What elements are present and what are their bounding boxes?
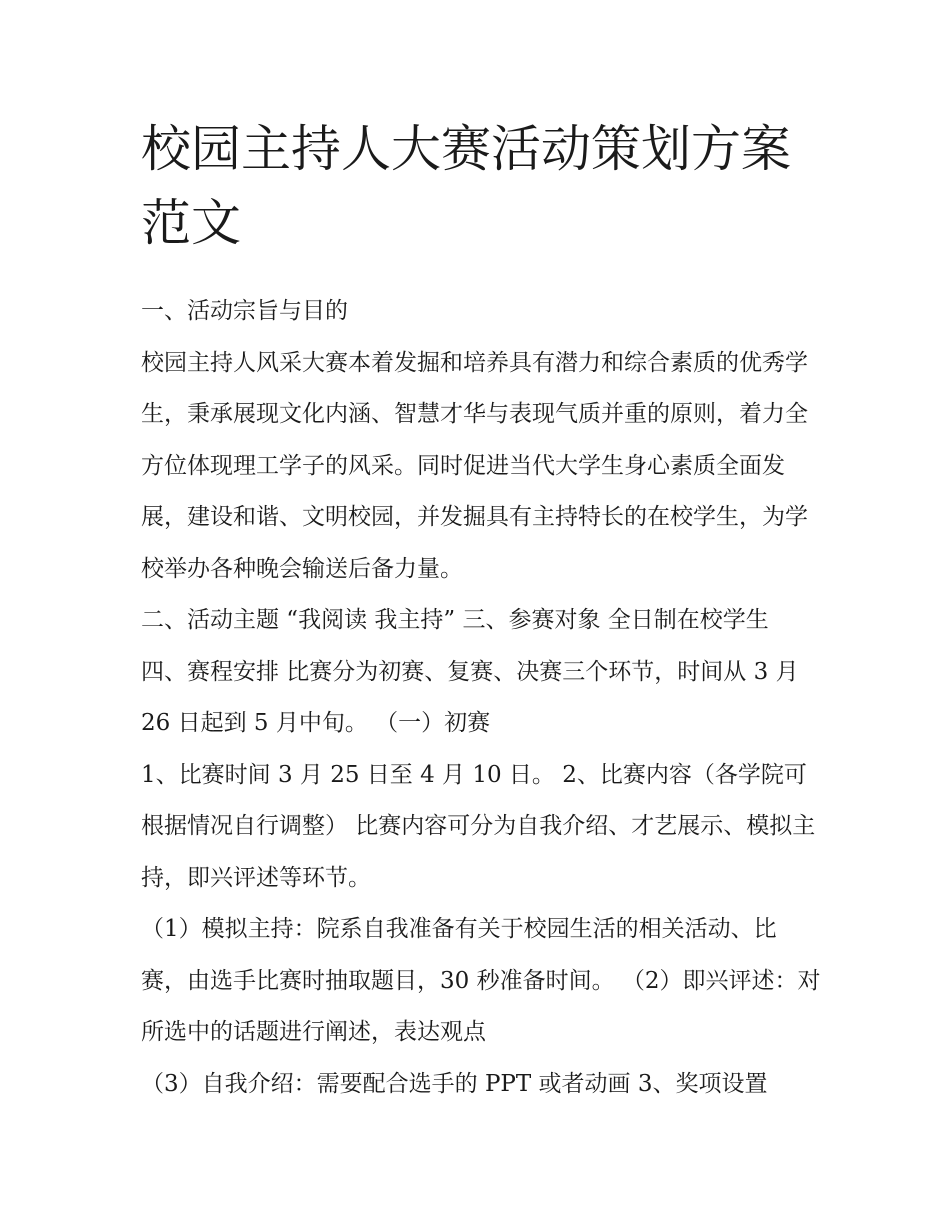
paragraph-theme-schedule: 二、活动主题 “我阅读 我主持” 三、参赛对象 全日制在校学生 四、赛程安排 比赛分为初赛、复赛、决赛三个环节，时间从 3 月 26 日起到 5 月中旬。 （一）初赛 (141, 607, 799, 736)
section-heading-1: 一、活动宗旨与目的 (141, 298, 348, 324)
paragraph-self-intro: （3）自我介绍：需要配合选手的 PPT 或者动画 3、奖项设置 (141, 1070, 768, 1097)
document-page (141, 112, 821, 1110)
paragraph-purpose: 校园主持人风采大赛本着发掘和培养具有潜力和综合素质的优秀学生，秉承展现文化内涵、智慧才华与表现气质并重的原则，着力全方位体现理工学子的风采。同时促进当代大学生身心素质全面发展，建设和谐、文明校园，并发掘具有主持特长的在校学生，为学校举办各种晚会输送后备力量。 (141, 349, 808, 582)
paragraph-mock-hosting: （1）模拟主持：院系自我准备有关于校园生活的相关活动、比赛，由选手比赛时抽取题目，30 秒准备时间。 （2）即兴评述：对所选中的话题进行阐述，表达观点 (141, 916, 821, 1045)
paragraph-preliminary: 1、比赛时间 3 月 25 日至 4 月 10 日。 2、比赛内容（各学院可根据情况自行调整） 比赛内容可分为自我介绍、才艺展示、模拟主持，即兴评述等环节。 (141, 761, 816, 891)
document-title: 校园主持人大赛活动策划方案范文 (141, 120, 791, 252)
